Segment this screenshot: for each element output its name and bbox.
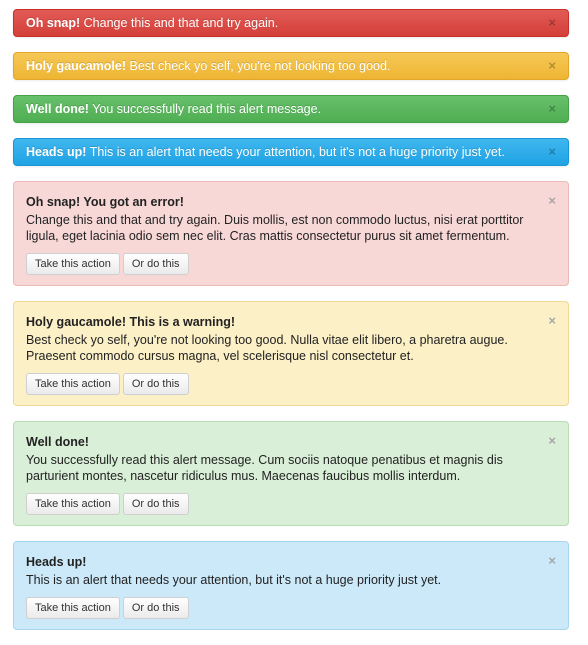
- alert-actions: [26, 597, 528, 619]
- close-icon[interactable]: ×: [548, 101, 556, 116]
- alert-title: Oh snap!: [26, 16, 81, 30]
- close-icon[interactable]: ×: [548, 58, 556, 73]
- alert-message: Best check yo self, you're not looking too good.: [129, 59, 391, 73]
- alert-title: Holy gaucamole!: [26, 59, 127, 73]
- close-icon[interactable]: ×: [548, 144, 556, 159]
- alert-title: Well done!: [26, 102, 89, 116]
- block-alert-danger: [13, 181, 569, 286]
- alert-heading: Well done!: [26, 435, 89, 449]
- take-action-button[interactable]: Take this action: [26, 373, 120, 395]
- or-do-this-button[interactable]: Or do this: [123, 373, 189, 395]
- alert-success: [13, 95, 569, 123]
- alert-heading: Oh snap! You got an error!: [26, 195, 184, 209]
- close-icon[interactable]: ×: [548, 313, 556, 328]
- block-alert-info: [13, 541, 569, 630]
- alert-info: [13, 138, 569, 166]
- alert-heading: Heads up!: [26, 555, 87, 569]
- take-action-button[interactable]: Take this action: [26, 253, 120, 275]
- or-do-this-button[interactable]: Or do this: [123, 253, 189, 275]
- alert-body: This is an alert that needs your attention, but it's not a huge priority just yet.: [26, 573, 442, 587]
- alert-message: This is an alert that needs your attention, but it's not a huge priority just yet.: [89, 145, 505, 159]
- take-action-button[interactable]: Take this action: [26, 493, 120, 515]
- or-do-this-button[interactable]: Or do this: [123, 597, 189, 619]
- alert-actions: [26, 253, 528, 275]
- alert-actions: [26, 493, 528, 515]
- close-icon[interactable]: ×: [548, 15, 556, 30]
- block-alert-warning: [13, 301, 569, 406]
- take-action-button[interactable]: Take this action: [26, 597, 120, 619]
- or-do-this-button[interactable]: Or do this: [123, 493, 189, 515]
- alert-danger: [13, 9, 569, 37]
- close-icon[interactable]: ×: [548, 553, 556, 568]
- alert-body: You successfully read this alert message. Cum sociis natoque penatibus et magnis dis parturient montes, nascetur ridiculus mus. Maecenas faucibus mollis interdum.: [26, 453, 503, 483]
- alert-body: Change this and that and try again. Duis mollis, est non commodo luctus, nisi erat porttitor ligula, eget lacinia odio sem nec elit. Cras mattis consectetur purus sit amet fermentum.: [26, 213, 524, 243]
- alerts-stack: [13, 9, 569, 645]
- alert-body: Best check yo self, you're not looking too good. Nulla vitae elit libero, a pharetra augue. Praesent commodo cursus magna, vel scelerisque nisl consectetur et.: [26, 333, 508, 363]
- alert-heading: Holy gaucamole! This is a warning!: [26, 315, 236, 329]
- alert-title: Heads up!: [26, 145, 87, 159]
- close-icon[interactable]: ×: [548, 433, 556, 448]
- block-alert-success: [13, 421, 569, 526]
- alert-warning: [13, 52, 569, 80]
- alert-actions: [26, 373, 528, 395]
- alert-message: Change this and that and try again.: [83, 16, 279, 30]
- close-icon[interactable]: ×: [548, 193, 556, 208]
- alert-message: You successfully read this alert message.: [92, 102, 322, 116]
